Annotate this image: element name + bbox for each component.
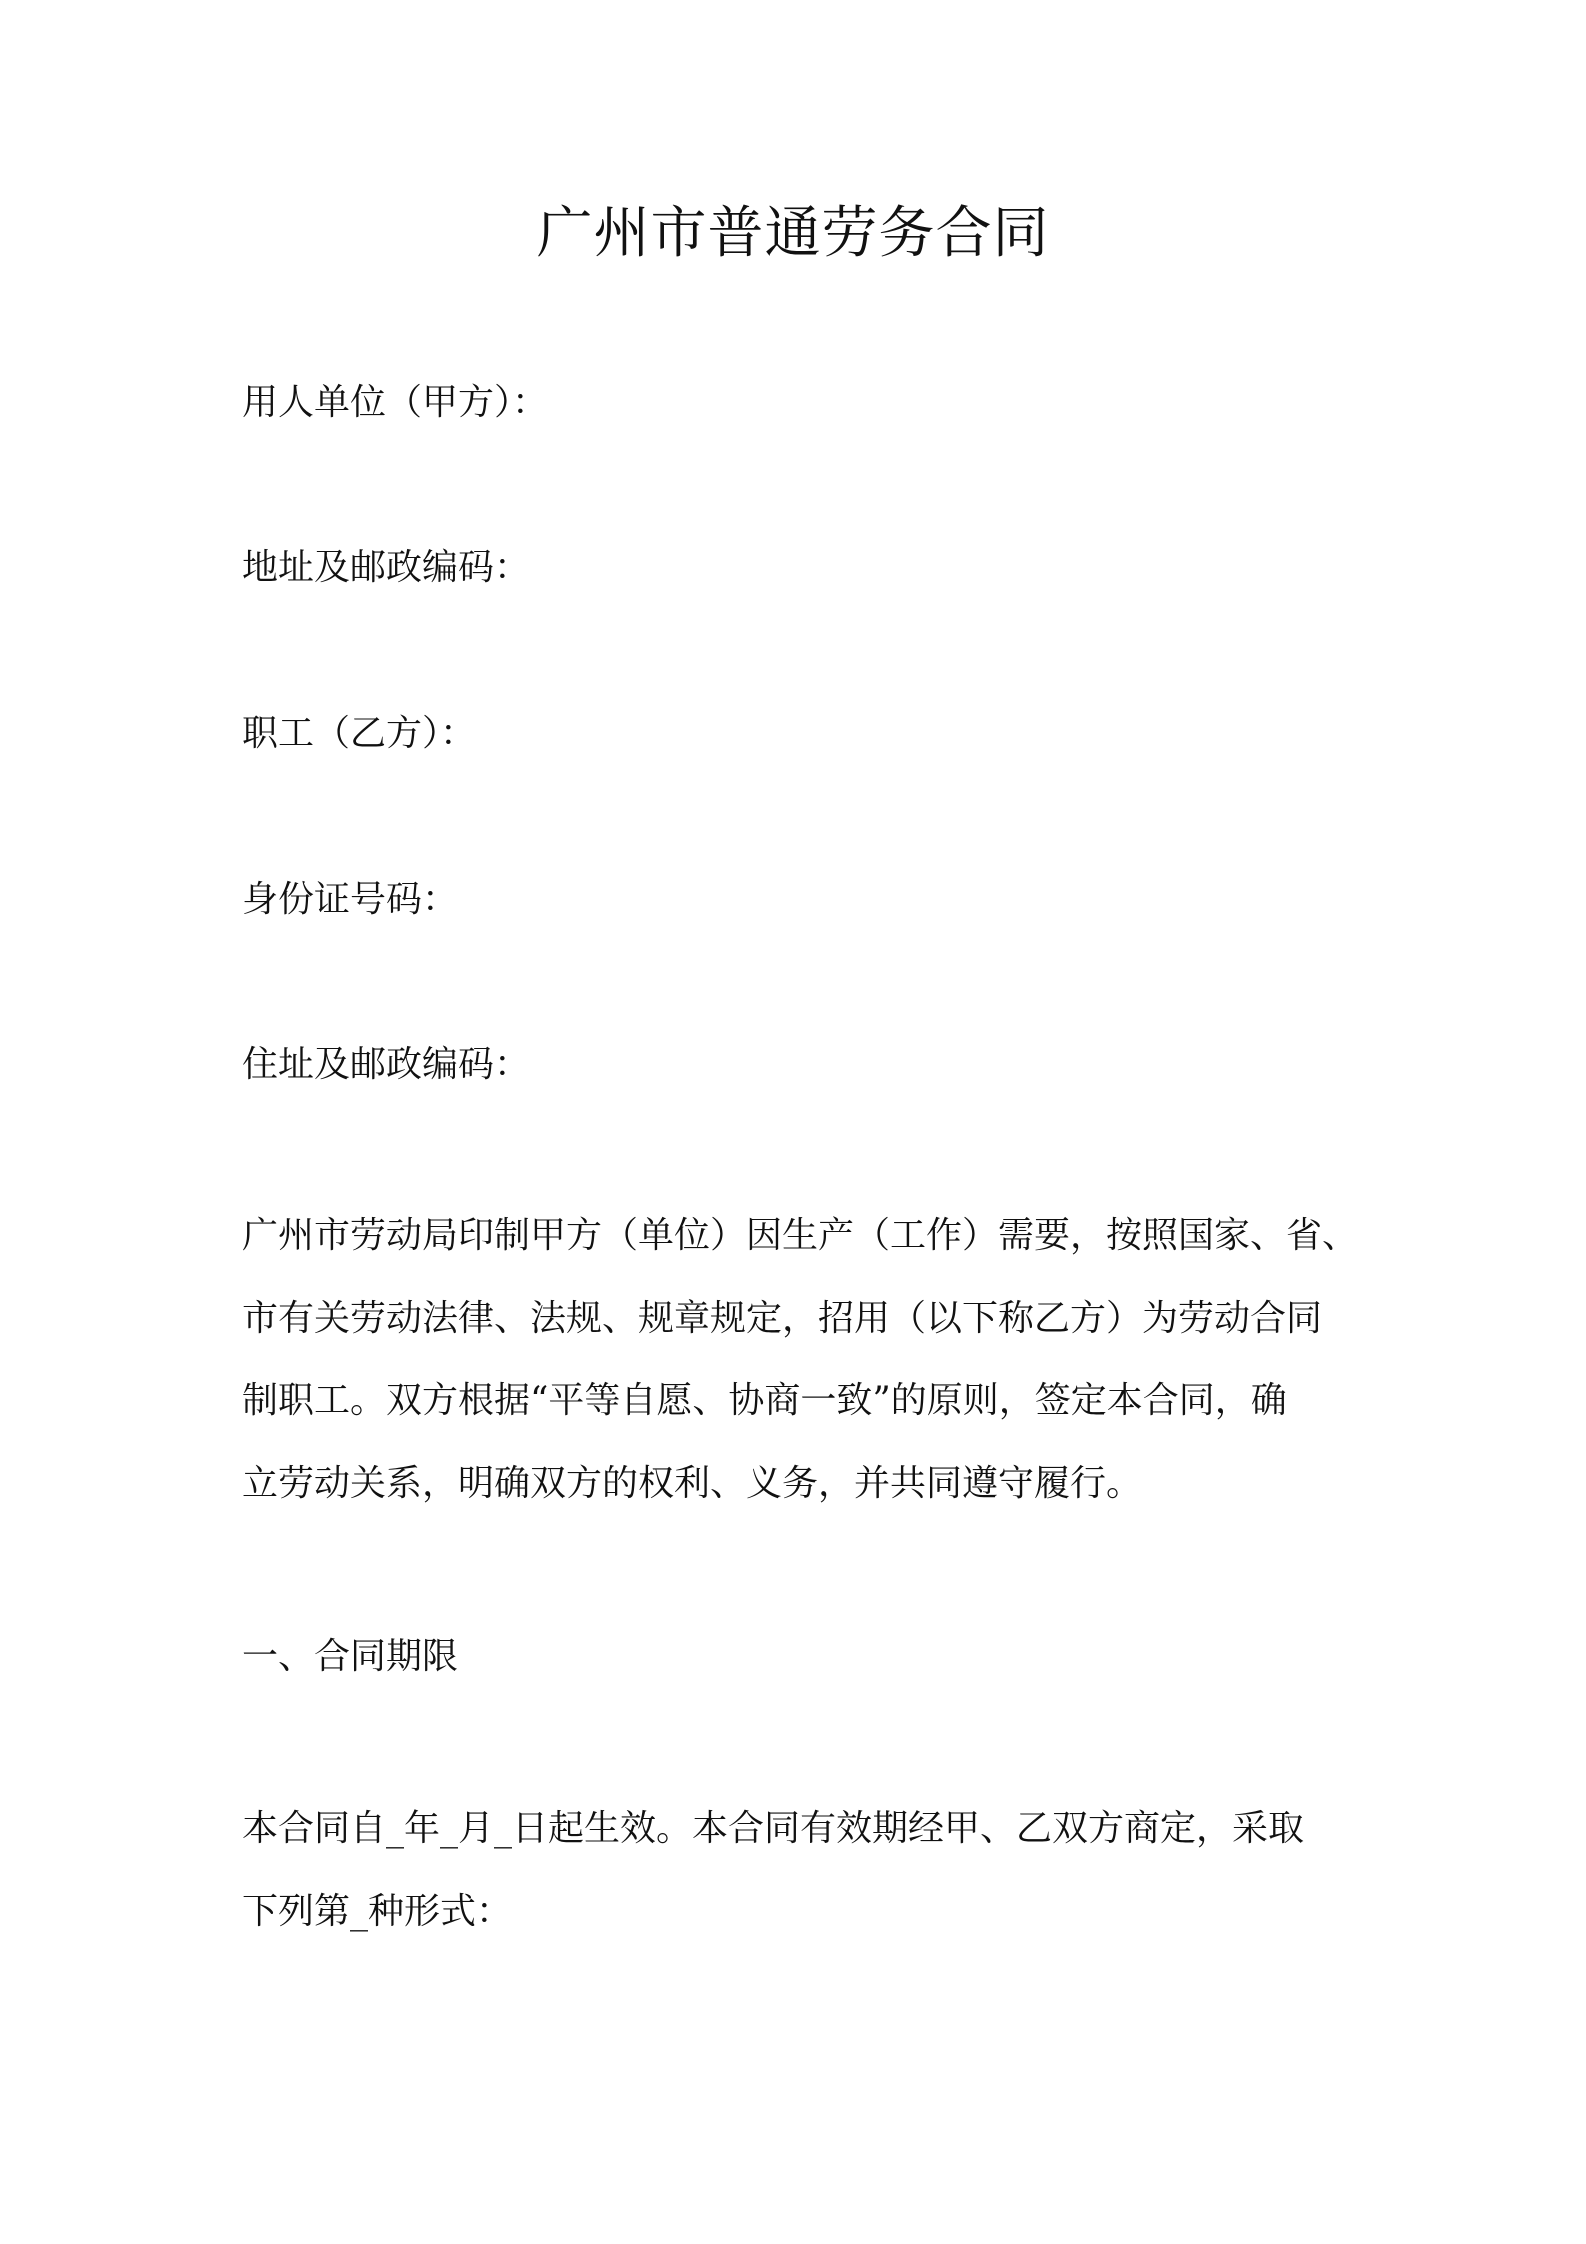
intro-line: 市有关劳动法律、法规、规章规定，招用（以下称乙方）为劳动合同 — [242, 1297, 1323, 1339]
employer-field-label: 用人单位（甲方）： — [242, 382, 549, 423]
intro-line: 立劳动关系，明确双方的权利、义务，并共同遵守履行。 — [242, 1463, 1143, 1505]
section-1-line: 本合同自_年_月_日起生效。本合同有效期经甲、乙双方商定，采取 — [242, 1808, 1305, 1849]
intro-line: 制职工。双方根据“平等自愿、协商一致”的原则，签定本合同，确 — [242, 1380, 1287, 1422]
document-title: 广州市普通劳务合同 — [536, 201, 1050, 266]
section-1-line: 下列第_种形式： — [242, 1890, 513, 1932]
intro-paragraph — [242, 1195, 1378, 1526]
section-heading: 一、合同期限 — [242, 1636, 459, 1677]
intro-line: 广州市劳动局印制甲方（单位）因生产（工作）需要，按照国家、省、 — [242, 1215, 1359, 1256]
employer-address-field-label: 地址及邮政编码： — [242, 547, 531, 588]
id-number-field-label: 身份证号码： — [242, 879, 459, 920]
employee-address-field-label: 住址及邮政编码： — [242, 1044, 531, 1085]
employee-field-label: 职工（乙方）： — [242, 713, 477, 754]
section-1-paragraph — [242, 1788, 1378, 1953]
